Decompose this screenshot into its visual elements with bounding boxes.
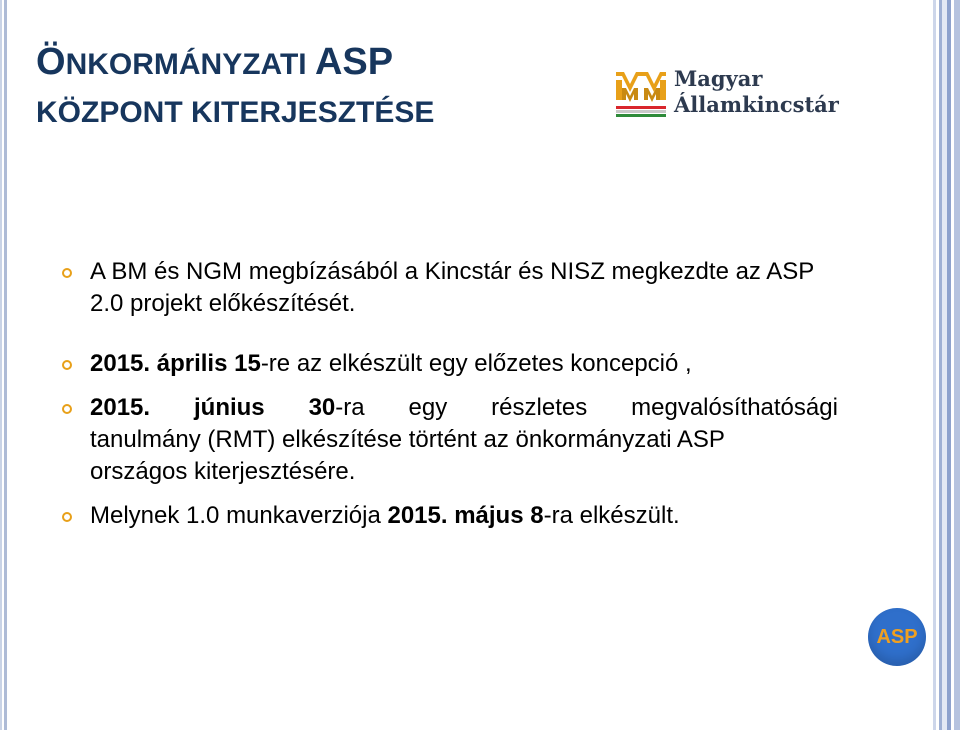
list-item <box>58 348 838 380</box>
date-day: 15 <box>234 350 261 377</box>
asp-badge-label: ASP <box>876 625 918 648</box>
slide-title <box>36 36 434 135</box>
space <box>150 350 157 377</box>
bullet-circle-icon <box>62 268 72 278</box>
bullet-text: Melynek 1.0 munkaverziója <box>90 502 388 529</box>
word: megvalósíthatósági <box>631 394 838 421</box>
date-suffix: -ra <box>335 394 365 421</box>
bullet-circle-icon <box>62 512 72 522</box>
date-year: 2015. <box>387 502 448 529</box>
date-day: 8 <box>530 502 544 529</box>
right-decorative-border <box>930 0 960 730</box>
bullet-first-line <box>90 392 838 424</box>
asp-logo-badge <box>868 608 926 666</box>
bullet-circle-icon <box>62 404 72 414</box>
kincstar-emblem-icon <box>614 66 668 120</box>
title-word: NKORMÁNYZATI <box>65 48 315 81</box>
title-asp: ASP <box>314 41 394 83</box>
word: egy <box>408 394 448 421</box>
date-year: 2015. <box>90 350 151 377</box>
date-day: 30 <box>308 394 336 421</box>
bullet-text: A BM és NGM megbízásából a Kincstár és NISZ megkezdte az ASP 2.0 projekt előkészítését. <box>90 258 814 317</box>
word: részletes <box>491 394 588 421</box>
bullet-line-3: országos kiterjesztésére. <box>90 458 356 485</box>
bullet-text: -re az elkészült egy előzetes koncepció , <box>260 350 692 377</box>
title-initial: Ö <box>36 41 66 83</box>
logo-line-1: Magyar <box>674 66 763 91</box>
bullet-circle-icon <box>62 360 72 370</box>
logo-wordmark <box>674 66 839 118</box>
date-month: június <box>193 394 265 421</box>
title-line-1 <box>36 36 434 91</box>
bullet-list <box>58 256 838 532</box>
bullet-line-2: tanulmány (RMT) elkészítése történt az önkormányzati ASP <box>90 426 725 453</box>
list-item <box>58 256 838 320</box>
list-item <box>58 500 838 532</box>
logo-line-2: Államkincstár <box>674 92 839 117</box>
magyar-allamkincstar-logo <box>614 66 846 122</box>
date-year: 2015. <box>90 394 151 421</box>
date-month: április <box>156 350 228 377</box>
bullet-text: -ra elkészült. <box>543 502 680 529</box>
title-line-2: KÖZPONT KITERJESZTÉSE <box>36 96 435 129</box>
left-decorative-border <box>0 0 7 730</box>
date-day-group <box>309 392 365 424</box>
date-month: május <box>454 502 524 529</box>
list-item <box>58 392 838 488</box>
